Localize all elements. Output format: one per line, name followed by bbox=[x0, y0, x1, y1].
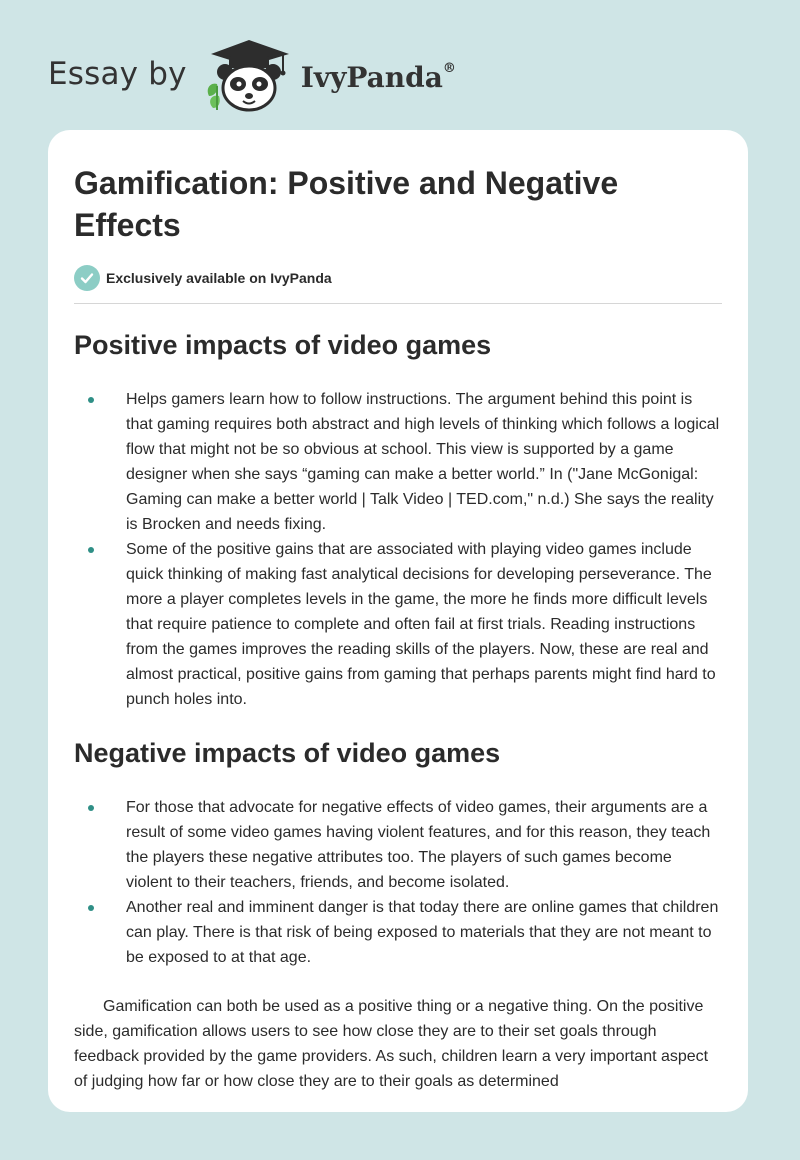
exclusive-badge-label: Exclusively available on IvyPanda bbox=[106, 270, 332, 286]
bullet-icon bbox=[88, 905, 94, 911]
body-paragraph: Gamification can both be used as a positive thing or a negative thing. On the positive side, gamification allows users to see how close they are to their set goals through feedback provided by the game providers. As such, children learn a very important aspect of judging how far or how close they are to their goals as determined bbox=[74, 998, 709, 1090]
list-item-text: Another real and imminent danger is that today there are online games that children can play. There is that risk of being exposed to materials that they are not meant to be exposed to at that age. bbox=[126, 899, 719, 966]
list-item-text: Some of the positive gains that are associated with playing video games include quick thinking of making fast analytical decisions for developing perseverance. The more a player completes levels in the game, the more he finds more difficult levels that require patience to complete and often fail at first trials. Reading instructions from the games improves the reading skills of the players. Now, these are real and almost practical, positive gains from gaming that perhaps parents might find hard to punch holes into. bbox=[126, 541, 716, 708]
divider bbox=[74, 303, 722, 304]
essay-by-label: Essay by bbox=[48, 56, 187, 92]
article-card bbox=[48, 130, 748, 1112]
panda-logo-icon[interactable] bbox=[203, 36, 295, 112]
bullet-icon bbox=[88, 805, 94, 811]
list-item-text: Helps gamers learn how to follow instructions. The argument behind this point is that gaming requires both abstract and high levels of thinking which follows a logical flow that might not be so obvious at school. This view is supported by a game designer when she says “gaming can make a better world.” In ("Jane McGonigal: Gaming can make a better world | Talk Video | TED.com," n.d.) She says the reality is Brocken and needs fixing. bbox=[126, 391, 720, 533]
list-item bbox=[74, 895, 722, 970]
article-title: Gamification: Positive and Negative Effects bbox=[74, 165, 619, 243]
section-heading-positive: Positive impacts of video games bbox=[74, 330, 492, 360]
check-circle-icon bbox=[74, 265, 100, 291]
list-item bbox=[74, 387, 722, 537]
list-item bbox=[74, 537, 722, 712]
bullet-icon bbox=[88, 397, 94, 403]
bullet-icon bbox=[88, 547, 94, 553]
site-header bbox=[48, 34, 456, 114]
list-item bbox=[74, 795, 722, 895]
list-item-text: For those that advocate for negative effects of video games, their arguments are a result of some video games having violent features, and for this reason, they teach the players these negative attributes too. The players of such games become violent to their teachers, friends, and become isolated. bbox=[126, 799, 711, 891]
exclusive-badge bbox=[74, 263, 722, 293]
positive-impacts-list bbox=[74, 387, 722, 712]
section-heading-negative: Negative impacts of video games bbox=[74, 738, 501, 768]
brand-name[interactable]: IvyPanda® bbox=[300, 60, 456, 94]
registered-mark: ® bbox=[442, 61, 456, 77]
negative-impacts-list bbox=[74, 795, 722, 970]
